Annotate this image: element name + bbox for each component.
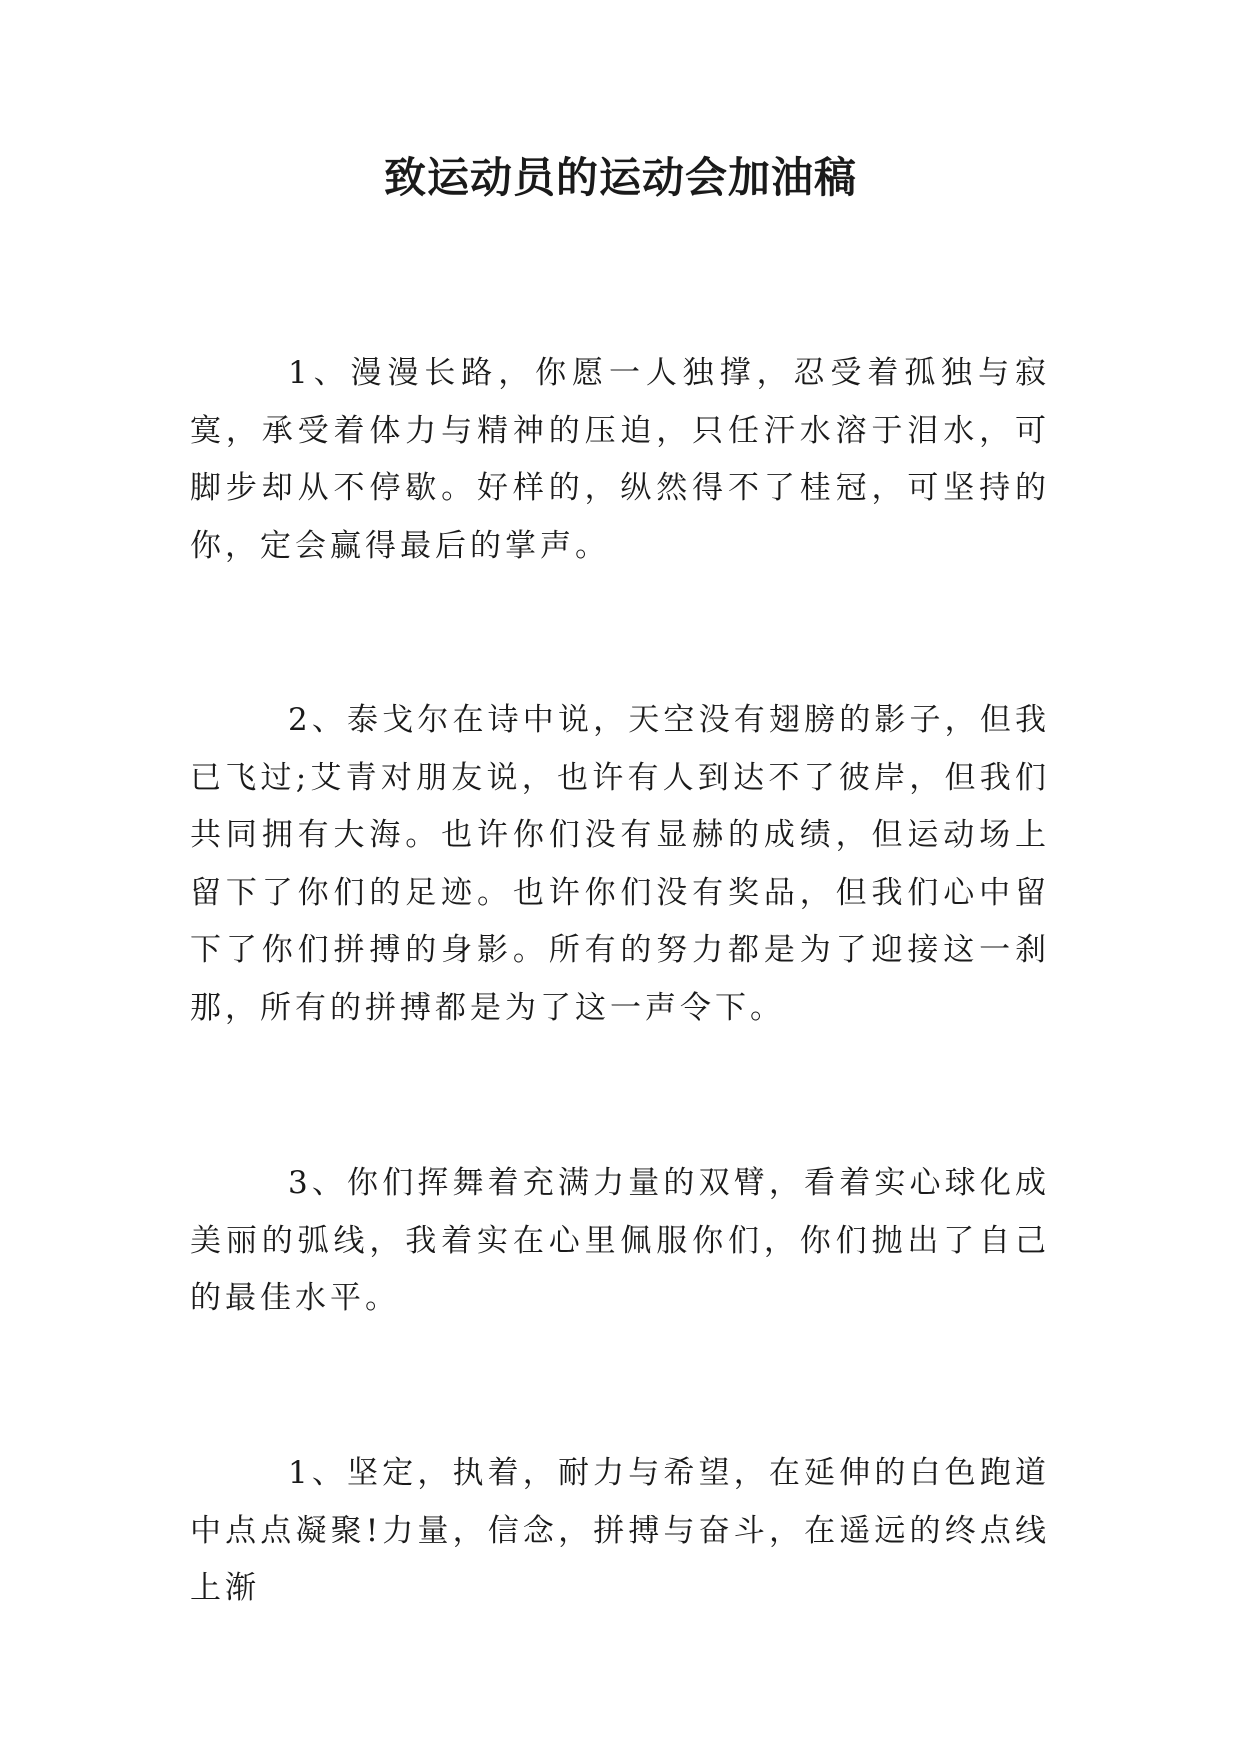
document-title: 致运动员的运动会加油稿 — [383, 153, 857, 202]
paragraph-4: 1、坚定，执着，耐力与希望，在延伸的白色跑道中点点凝聚!力量，信念，拼搏与奋斗，在遥远的终点线上渐 — [190, 1455, 1050, 1606]
paragraph-1: 1、漫漫长路，你愿一人独撑，忍受着孤独与寂寞，承受着体力与精神的压迫，只任汗水溶于泪水，可脚步却从不停歇。好样的，纵然得不了桂冠，可坚持的你，定会赢得最后的掌声。 — [190, 355, 1050, 564]
paragraph-3: 3、你们挥舞着充满力量的双臂，看着实心球化成美丽的弧线，我着实在心里佩服你们，你们抛出了自己的最佳水平。 — [190, 1165, 1050, 1316]
paragraph-2: 2、泰戈尔在诗中说，天空没有翅膀的影子，但我已飞过;艾青对朋友说，也许有人到达不了彼岸，但我们共同拥有大海。也许你们没有显赫的成绩，但运动场上留下了你们的足迹。也许你们没有奖品，但我们心中留下了你们拼搏的身影。所有的努力都是为了迎接这一刹那，所有的拼搏都是为了这一声令下。 — [190, 702, 1050, 1026]
